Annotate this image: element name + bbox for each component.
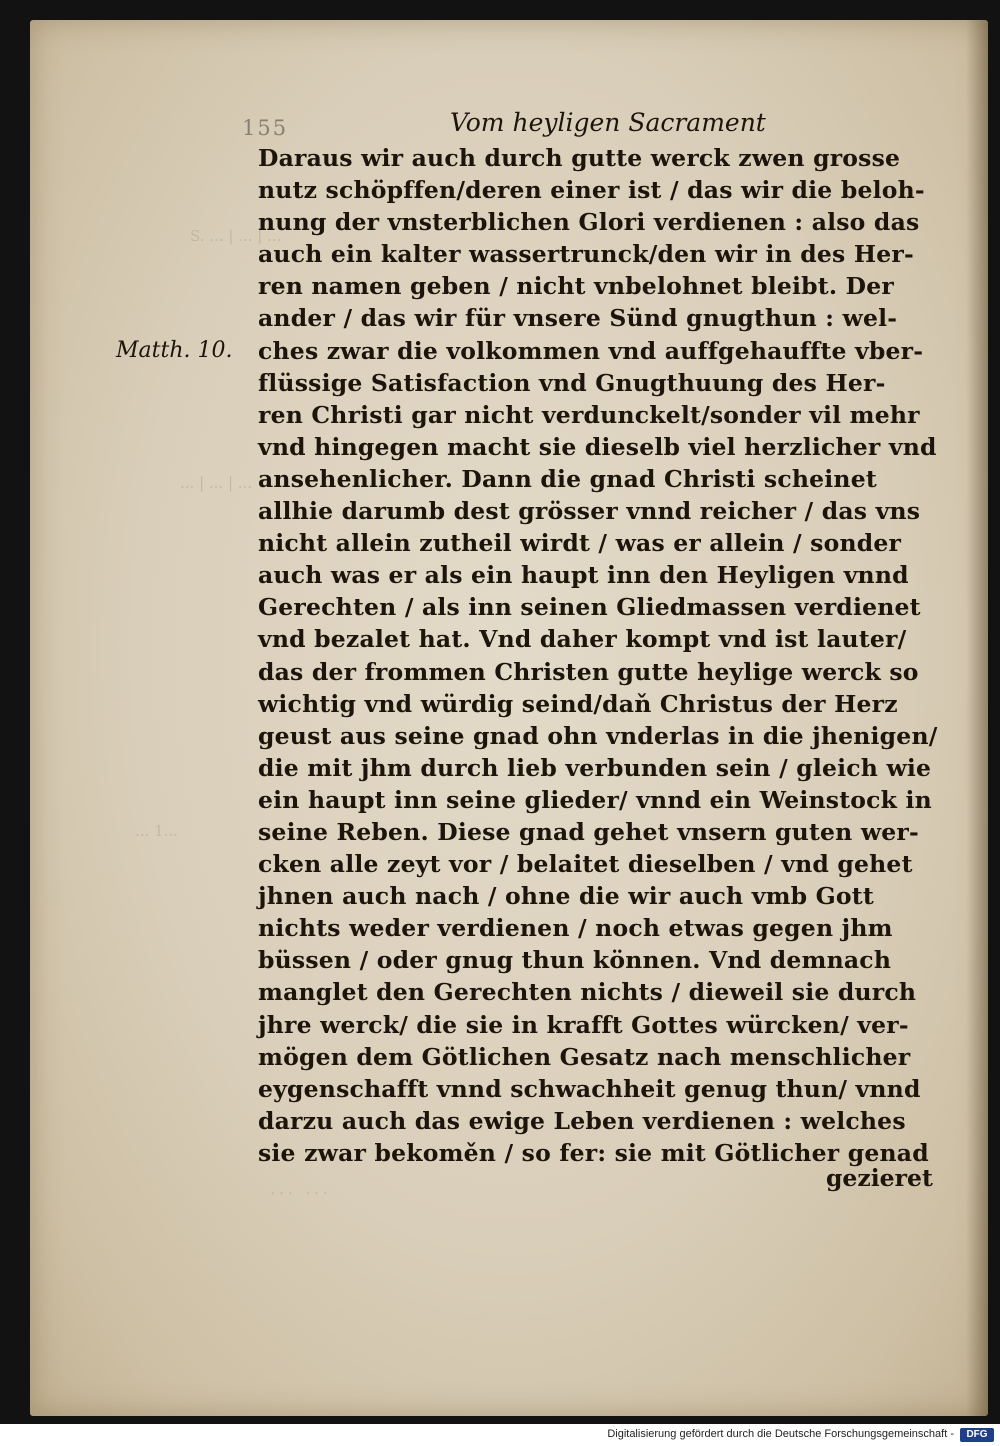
text-line: Daraus wir auch durch gutte werck zwen grosse xyxy=(258,144,901,172)
text-line: nichts weder verdienen / noch etwas gegen jhm xyxy=(258,914,893,943)
text-line: jhre werck/ die sie in krafft Gottes würcken/ ver- xyxy=(258,1010,909,1039)
bleed-through-note: S. ... | ... | ... xyxy=(190,227,282,245)
bleed-through-note: ... | ... | ... xyxy=(180,474,253,492)
text-line: auch was er als ein haupt inn den Heyligen vnnd xyxy=(258,561,909,590)
text-line: flüssige Satisfaction vnd Gnugthuung des Her- xyxy=(258,368,886,397)
text-line: wichtig vnd würdig seind/daň Christus der Herz xyxy=(258,689,898,718)
text-line: ren Christi gar nicht verdunckelt/sonder vil mehr xyxy=(258,400,920,429)
dfg-logo-icon: DFG xyxy=(960,1428,994,1442)
text-line: jhnen auch nach / ohne die wir auch vmb Gott xyxy=(258,882,874,911)
text-line: geust aus seine gnad ohn vnderlas in die jhenigen/ xyxy=(258,721,938,750)
margin-note: Matth. 10. xyxy=(116,338,233,363)
text-line: ein haupt inn seine glieder/ vnnd ein Weinstock in xyxy=(258,785,932,814)
text-line: eygenschafft vnnd schwachheit genug thun/ vnnd xyxy=(258,1074,921,1103)
text-line: ches zwar die volkommen vnd auffgehauffte vber- xyxy=(258,336,924,365)
text-line: vnd bezalet hat. Vnd daher kompt vnd ist lauter/ xyxy=(258,625,907,654)
text-line: büssen / oder gnug thun können. Vnd demnach xyxy=(258,946,892,975)
footer-credit: Digitalisierung gefördert durch die Deutsche Forschungsgemeinschaft - xyxy=(607,1428,954,1440)
bleed-through-footer: ... ... xyxy=(270,1178,332,1199)
catchword: gezieret xyxy=(826,1164,933,1192)
text-line: manglet den Gerechten nichts / dieweil sie durch xyxy=(258,978,917,1007)
text-line: nicht allein zutheil wirdt / was er allein / sonder xyxy=(258,529,902,558)
page-spine-shadow xyxy=(966,20,988,1416)
text-line: die mit jhm durch lieb verbunden sein / gleich wie xyxy=(258,753,932,782)
body-text xyxy=(258,142,948,1169)
text-line: nung der vnsterblichen Glori verdienen : also das xyxy=(258,208,920,237)
book-page xyxy=(30,20,988,1416)
text-line: auch ein kalter wassertrunck/den wir in des Her- xyxy=(258,240,914,269)
text-line: nutz schöpffen/deren einer ist / das wir die beloh- xyxy=(258,176,925,205)
text-line: darzu auch das ewige Leben verdienen : welches xyxy=(258,1106,906,1135)
page-number: 155 xyxy=(242,116,289,140)
text-line: das der frommen Christen gutte heylige werck so xyxy=(258,657,919,686)
text-line: seine Reben. Diese gnad gehet vnsern guten wer- xyxy=(258,817,919,846)
text-line: ren namen geben / nicht vnbelohnet bleibt. Der xyxy=(258,272,894,301)
footer xyxy=(0,1424,1000,1446)
bleed-through-note: ... 1... xyxy=(135,822,178,840)
text-line: vnd hingegen macht sie dieselb viel herzlicher vnd xyxy=(258,432,937,461)
text-line: allhie darumb dest grösser vnnd reicher / das vns xyxy=(258,497,921,526)
running-head: Vom heyligen Sacrament xyxy=(450,108,766,137)
text-line: mögen dem Götlichen Gesatz nach menschlicher xyxy=(258,1042,911,1071)
text-line: sie zwar bekoměn / so fer: sie mit Götlicher genad xyxy=(258,1138,929,1167)
text-line: Gerechten / als inn seinen Gliedmassen verdienet xyxy=(258,593,921,622)
text-line: ander / das wir für vnsere Sünd gnugthun : wel- xyxy=(258,304,898,333)
text-line: cken alle zeyt vor / belaitet dieselben / vnd gehet xyxy=(258,850,913,879)
text-line: ansehenlicher. Dann die gnad Christi scheinet xyxy=(258,464,877,493)
